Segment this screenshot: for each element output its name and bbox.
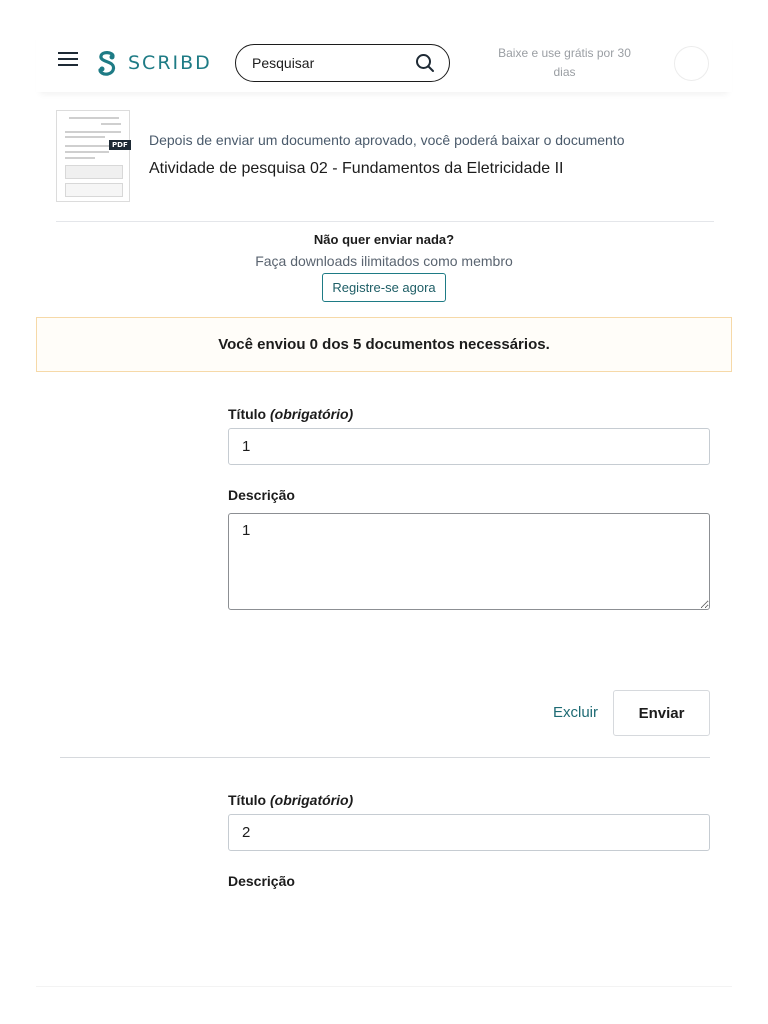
scribd-logo[interactable]	[96, 50, 212, 76]
document-title[interactable]: Atividade de pesquisa 02 - Fundamentos da Eletricidade II	[149, 160, 564, 177]
title-input[interactable]	[228, 428, 710, 465]
description-label: Descrição	[228, 487, 295, 503]
pdf-badge: PDF	[109, 140, 131, 150]
search-icon[interactable]	[415, 53, 435, 73]
membership-prompt	[0, 232, 768, 302]
title-label-text: Título	[228, 792, 267, 808]
register-button[interactable]: Registre-se agora	[322, 273, 445, 302]
search-input[interactable]	[252, 55, 402, 71]
upload-status-banner: Você enviou 0 dos 5 documentos necessários.	[36, 317, 732, 372]
required-marker: (obrigatório)	[270, 792, 354, 808]
required-marker: (obrigatório)	[270, 406, 354, 422]
title-label-text: Título	[228, 406, 267, 422]
user-avatar[interactable]	[674, 46, 709, 81]
upload-actions	[540, 690, 710, 736]
description-textarea[interactable]	[228, 513, 710, 610]
membership-question: Não quer enviar nada?	[313, 232, 455, 247]
form-divider	[60, 757, 710, 758]
membership-subtitle: Faça downloads ilimitados como membro	[255, 253, 513, 269]
free-trial-promo[interactable]: Baixe e use grátis por 30 dias	[498, 46, 631, 79]
upload-form-1	[228, 406, 710, 610]
search-box[interactable]	[235, 44, 450, 82]
scribd-logo-icon	[96, 50, 118, 76]
download-note: Depois de enviar um documento aprovado, você poderá baixar o documento	[149, 132, 625, 148]
description-label: Descrição	[228, 873, 295, 889]
page-bottom-divider	[36, 986, 732, 987]
brand-name: SCRIBD	[128, 52, 212, 74]
title-label	[228, 792, 710, 808]
title-label	[228, 406, 710, 422]
hamburger-menu-icon[interactable]	[58, 52, 80, 70]
upload-form-2	[228, 792, 710, 889]
send-button[interactable]: Enviar	[613, 690, 710, 736]
document-thumbnail[interactable]	[56, 110, 130, 202]
top-header	[36, 28, 732, 92]
delete-button[interactable]: Excluir	[553, 704, 599, 721]
document-summary	[56, 110, 714, 222]
title-input[interactable]	[228, 814, 710, 851]
